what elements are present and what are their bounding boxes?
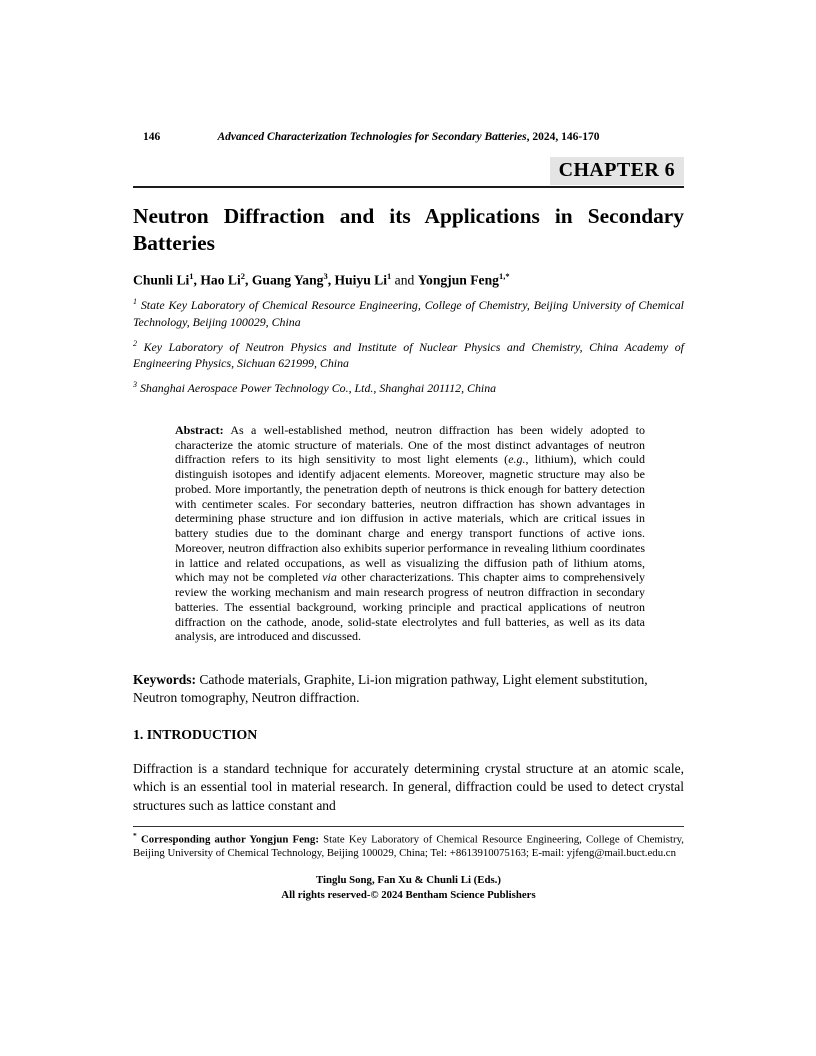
introduction-paragraph: Diffraction is a standard technique for accurately determining crystal structure at an atomic scale, which is an essential tool in material research. In general, diffraction could be used to detect crystal structures such as lattice constant and: [133, 761, 684, 813]
affiliation-sup: 1: [133, 297, 137, 307]
author-affil-sup: 1: [387, 270, 392, 281]
affiliation: [133, 380, 684, 396]
footnote-label: Corresponding author Yongjun Feng:: [136, 833, 319, 846]
abstract-italic-eg: e.g.: [508, 452, 526, 467]
authors-line: [133, 271, 684, 289]
chapter-row: [133, 157, 684, 185]
author-separator: ,: [327, 272, 335, 288]
affiliation: [133, 339, 684, 371]
author-affil-sup: 2: [240, 270, 246, 281]
footer-editors: Tinglu Song, Fan Xu & Chunli Li (Eds.): [316, 874, 501, 887]
page-number: 146: [143, 131, 161, 143]
footer-copyright: All rights reserved-© 2024 Bentham Science Publishers: [281, 889, 536, 901]
footnote-separator: [133, 826, 684, 827]
abstract-text: other characterizations. This chapter aims to comprehensively review the working mechanism and main research progress of neutron diffraction in secondary batteries. The essential background, working principle and practical applications of neutron diffraction on the cathode, anode, solid-state electrolytes and full batteries, as well as its data analysis, are introduced and discussed.: [175, 570, 645, 644]
chapter-badge: CHAPTER 6: [550, 157, 684, 185]
abstract-label: Abstract:: [175, 422, 224, 437]
book-title: Advanced Characterization Technologies for Secondary Batteries: [217, 131, 527, 143]
keywords-block: [133, 671, 684, 706]
abstract-italic-via: via: [322, 570, 337, 585]
corresponding-author-footnote: [133, 831, 684, 861]
author-affil-sup: 1,*: [498, 270, 510, 281]
author-affil-sup: 1: [189, 270, 194, 281]
author-name: Huiyu Li: [334, 272, 388, 288]
author-name: Guang Yang: [251, 272, 324, 288]
affiliation-text: Shanghai Aerospace Power Technology Co., Ltd., Shanghai 201112, China: [137, 380, 497, 395]
affiliation-sup: 3: [133, 379, 137, 389]
footnote-text: State Key Laboratory of Chemical Resource Engineering, College of Chemistry, Beijing University of Chemical Technology, Beijing 100029, China; Tel: +8613910075163; E-mail: yjfeng@mail.buct.edu.cn: [133, 833, 684, 860]
author-name: Yongjun Feng: [417, 272, 499, 288]
author-separator: ,: [245, 272, 252, 288]
affiliation-text: State Key Laboratory of Chemical Resource Engineering, College of Chemistry, Beijing University of Chemical Technology, Beijing 100029, China: [133, 298, 684, 329]
author-affil-sup: 3: [323, 270, 328, 281]
page-footer: [133, 873, 684, 902]
author-name: Hao Li: [200, 272, 241, 288]
author-name: Chunli Li: [133, 272, 190, 288]
running-head: [133, 131, 684, 146]
running-head-title: [133, 131, 684, 143]
affiliation-text: Key Laboratory of Neutron Physics and Institute of Nuclear Physics and Chemistry, China Academy of Engineering Physics, Sichuan 621999, China: [133, 339, 684, 370]
affiliation: [133, 297, 684, 329]
keywords-label: Keywords:: [133, 672, 196, 688]
abstract-text: As a well-established method, neutron diffraction has been widely adopted to characterize the atomic structure of materials. One of the most distinct advantages of neutron diffraction refers to its high sensitivity to most light elements (: [175, 422, 645, 467]
section-heading-introduction: 1. INTRODUCTION: [133, 727, 258, 743]
keywords-text: Cathode materials, Graphite, Li-ion migration pathway, Light element substitution, Neutron tomography, Neutron diffraction.: [133, 672, 648, 705]
abstract-block: [175, 423, 645, 644]
abstract-text: , lithium), which could distinguish isotopes and identify adjacent elements. Moreover, magnetic structure may also be probed. More importantly, the penetration depth of neutrons is thick enough for battery detection with centimeter scales. For secondary batteries, neutron diffraction has shown advantages in determining phase structure and ion diffusion in active materials, which are critical issues in battery studies due to the dominant charge and energy transport functions of active ions. Moreover, neutron diffraction also exhibits superior performance in revealing lithium coordinates in lattice and related occupations, as well as visualizing the diffusion path of lithium atoms, which may not be completed: [175, 452, 646, 585]
footnote-marker: *: [133, 830, 137, 840]
author-separator-and: and: [391, 272, 418, 288]
citation-suffix: , 2024, 146-170: [526, 131, 600, 143]
author-separator: ,: [193, 272, 201, 288]
header-rule: [133, 186, 684, 188]
page-title: Neutron Diffraction and its Applications in Secondary Batteries: [133, 204, 684, 255]
affiliation-sup: 2: [133, 338, 137, 348]
